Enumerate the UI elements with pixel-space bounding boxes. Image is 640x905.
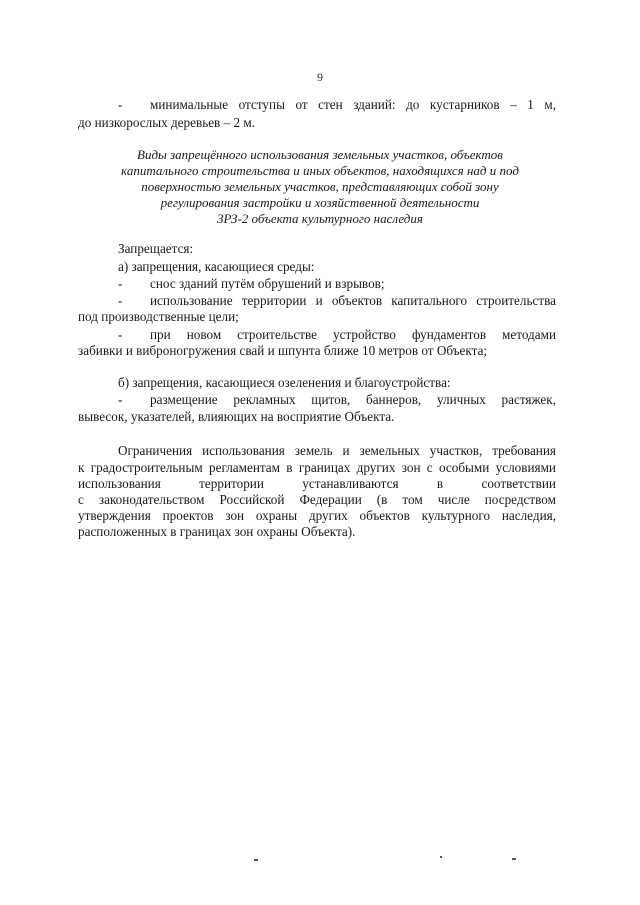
bullet-dash: -	[118, 293, 123, 308]
restrictions-line-3: использования территории устанавливаются в соответствии	[78, 476, 556, 491]
restrictions-line-5: утверждения проектов зон охраны других объектов культурного наследия,	[78, 508, 556, 523]
section-heading-line-2: капитального строительства и иных объектов, находящихся над и под	[121, 163, 519, 178]
b-item-1-line-2: вывесок, указателей, влияющих на восприятие Объекта.	[78, 409, 395, 424]
scan-speck	[512, 858, 516, 860]
section-heading-line-1: Виды запрещённого использования земельных участков, объектов	[137, 147, 503, 162]
intro-line-2: до низкорослых деревьев – 2 м.	[78, 115, 256, 130]
intro-line-1: минимальные отступы от стен зданий: до кустарников – 1 м,	[150, 97, 556, 112]
section-heading-line-3: поверхностью земельных участков, представляющих собой зону	[141, 179, 499, 194]
a-item-2-line-1: использование территории и объектов капитального строительства	[150, 293, 556, 308]
a-item-3-line-2: забивки и виброногружения свай и шпунта ближе 10 метров от Объекта;	[78, 343, 488, 358]
scan-speck	[254, 859, 258, 861]
group-a-heading: а) запрещения, касающиеся среды:	[118, 259, 315, 274]
restrictions-line-6: расположенных в границах зон охраны Объекта).	[78, 524, 356, 539]
restrictions-line-1: Ограничения использования земель и земельных участков, требования	[118, 443, 556, 458]
section-heading-line-4: регулирования застройки и хозяйственной деятельности	[160, 195, 480, 210]
page-number: 9	[317, 70, 323, 84]
scan-speck	[440, 856, 442, 858]
bullet-dash: -	[118, 97, 123, 112]
section-heading-line-5: ЗРЗ-2 объекта культурного наследия	[217, 211, 423, 226]
b-item-1-line-1: размещение рекламных щитов, баннеров, уличных растяжек,	[150, 392, 556, 407]
prohibited-title: Запрещается:	[118, 241, 194, 256]
a-item-2-line-2: под производственные цели;	[78, 309, 239, 324]
a-item-1: снос зданий путём обрушений и взрывов;	[150, 276, 385, 291]
group-b-heading: б) запрещения, касающиеся озеленения и благоустройства:	[118, 375, 451, 390]
bullet-dash: -	[118, 392, 123, 407]
bullet-dash: -	[118, 276, 123, 291]
a-item-3-line-1: при новом строительстве устройство фундаментов методами	[150, 327, 556, 342]
bullet-dash: -	[118, 327, 123, 342]
restrictions-line-4: с законодательством Российской Федерации (в том числе посредством	[78, 492, 556, 507]
restrictions-line-2: к градостроительным регламентам в границах других зон с особыми условиями	[78, 460, 556, 475]
